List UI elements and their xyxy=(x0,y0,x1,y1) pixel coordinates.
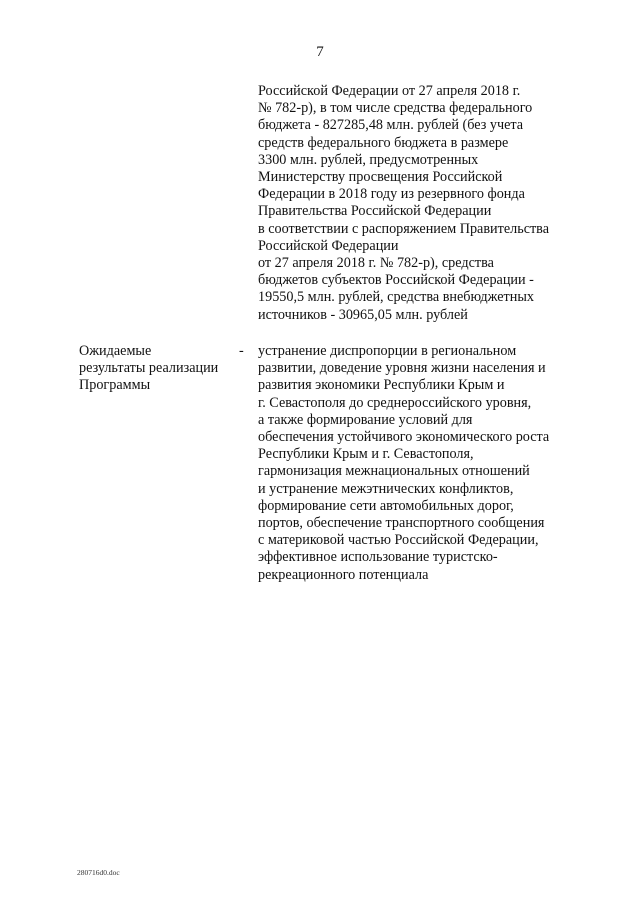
results-line: формирование сети автомобильных дорог, xyxy=(258,497,514,514)
funding-line: Правительства Российской Федерации xyxy=(258,203,492,220)
funding-line: № 782-р), в том числе средства федерального xyxy=(258,100,533,117)
results-line: г. Севастополя до среднероссийского уровня, xyxy=(258,394,532,411)
funding-line: 3300 млн. рублей, предусмотренных xyxy=(258,151,479,168)
label-line: Ожидаемые xyxy=(79,343,152,359)
funding-line: Российской Федерации от 27 апреля 2018 г. xyxy=(258,83,521,99)
page-number: 7 xyxy=(316,44,324,60)
expected-results-label xyxy=(79,343,218,395)
results-line: развитии, доведение уровня жизни населения и xyxy=(258,360,546,377)
results-line: устранение диспропорции в региональном xyxy=(258,343,517,359)
results-line: эффективное использование туристско- xyxy=(258,549,498,566)
results-line: а также формирование условий для xyxy=(258,411,473,428)
funding-line: Министерству просвещения Российской xyxy=(258,169,503,186)
results-line: портов, обеспечение транспортного сообщения xyxy=(258,515,545,532)
funding-line: Российской Федерации xyxy=(258,237,399,254)
funding-line: Федерации в 2018 году из резервного фонда xyxy=(258,186,525,203)
expected-results-text xyxy=(258,343,549,584)
funding-text xyxy=(258,83,549,324)
results-line: обеспечения устойчивого экономического роста xyxy=(258,429,550,446)
results-line: Республики Крым и г. Севастополя, xyxy=(258,446,474,463)
label-dash: - xyxy=(239,343,244,359)
results-line: с материковой частью Российской Федерации, xyxy=(258,532,539,549)
funding-line: 19550,5 млн. рублей, средства внебюджетных xyxy=(258,289,534,306)
results-line: рекреационного потенциала xyxy=(258,566,429,583)
results-line: развития экономики Республики Крым и xyxy=(258,377,505,394)
funding-line: бюджетов субъектов Российской Федерации - xyxy=(258,272,534,289)
label-line: Программы xyxy=(79,377,151,394)
funding-line: в соответствии с распоряжением Правительства xyxy=(258,220,549,237)
funding-line: от 27 апреля 2018 г. № 782-р), средства xyxy=(258,255,494,272)
footer-filename: 280716d0.doc xyxy=(77,868,120,877)
label-line: результаты реализации xyxy=(79,360,219,377)
funding-line: источников - 30965,05 млн. рублей xyxy=(258,306,468,323)
funding-line: средств федерального бюджета в размере xyxy=(258,134,509,151)
results-line: и устранение межэтнических конфликтов, xyxy=(258,480,514,497)
results-line: гармонизация межнациональных отношений xyxy=(258,463,530,480)
funding-line: бюджета - 827285,48 млн. рублей (без учета xyxy=(258,117,524,134)
